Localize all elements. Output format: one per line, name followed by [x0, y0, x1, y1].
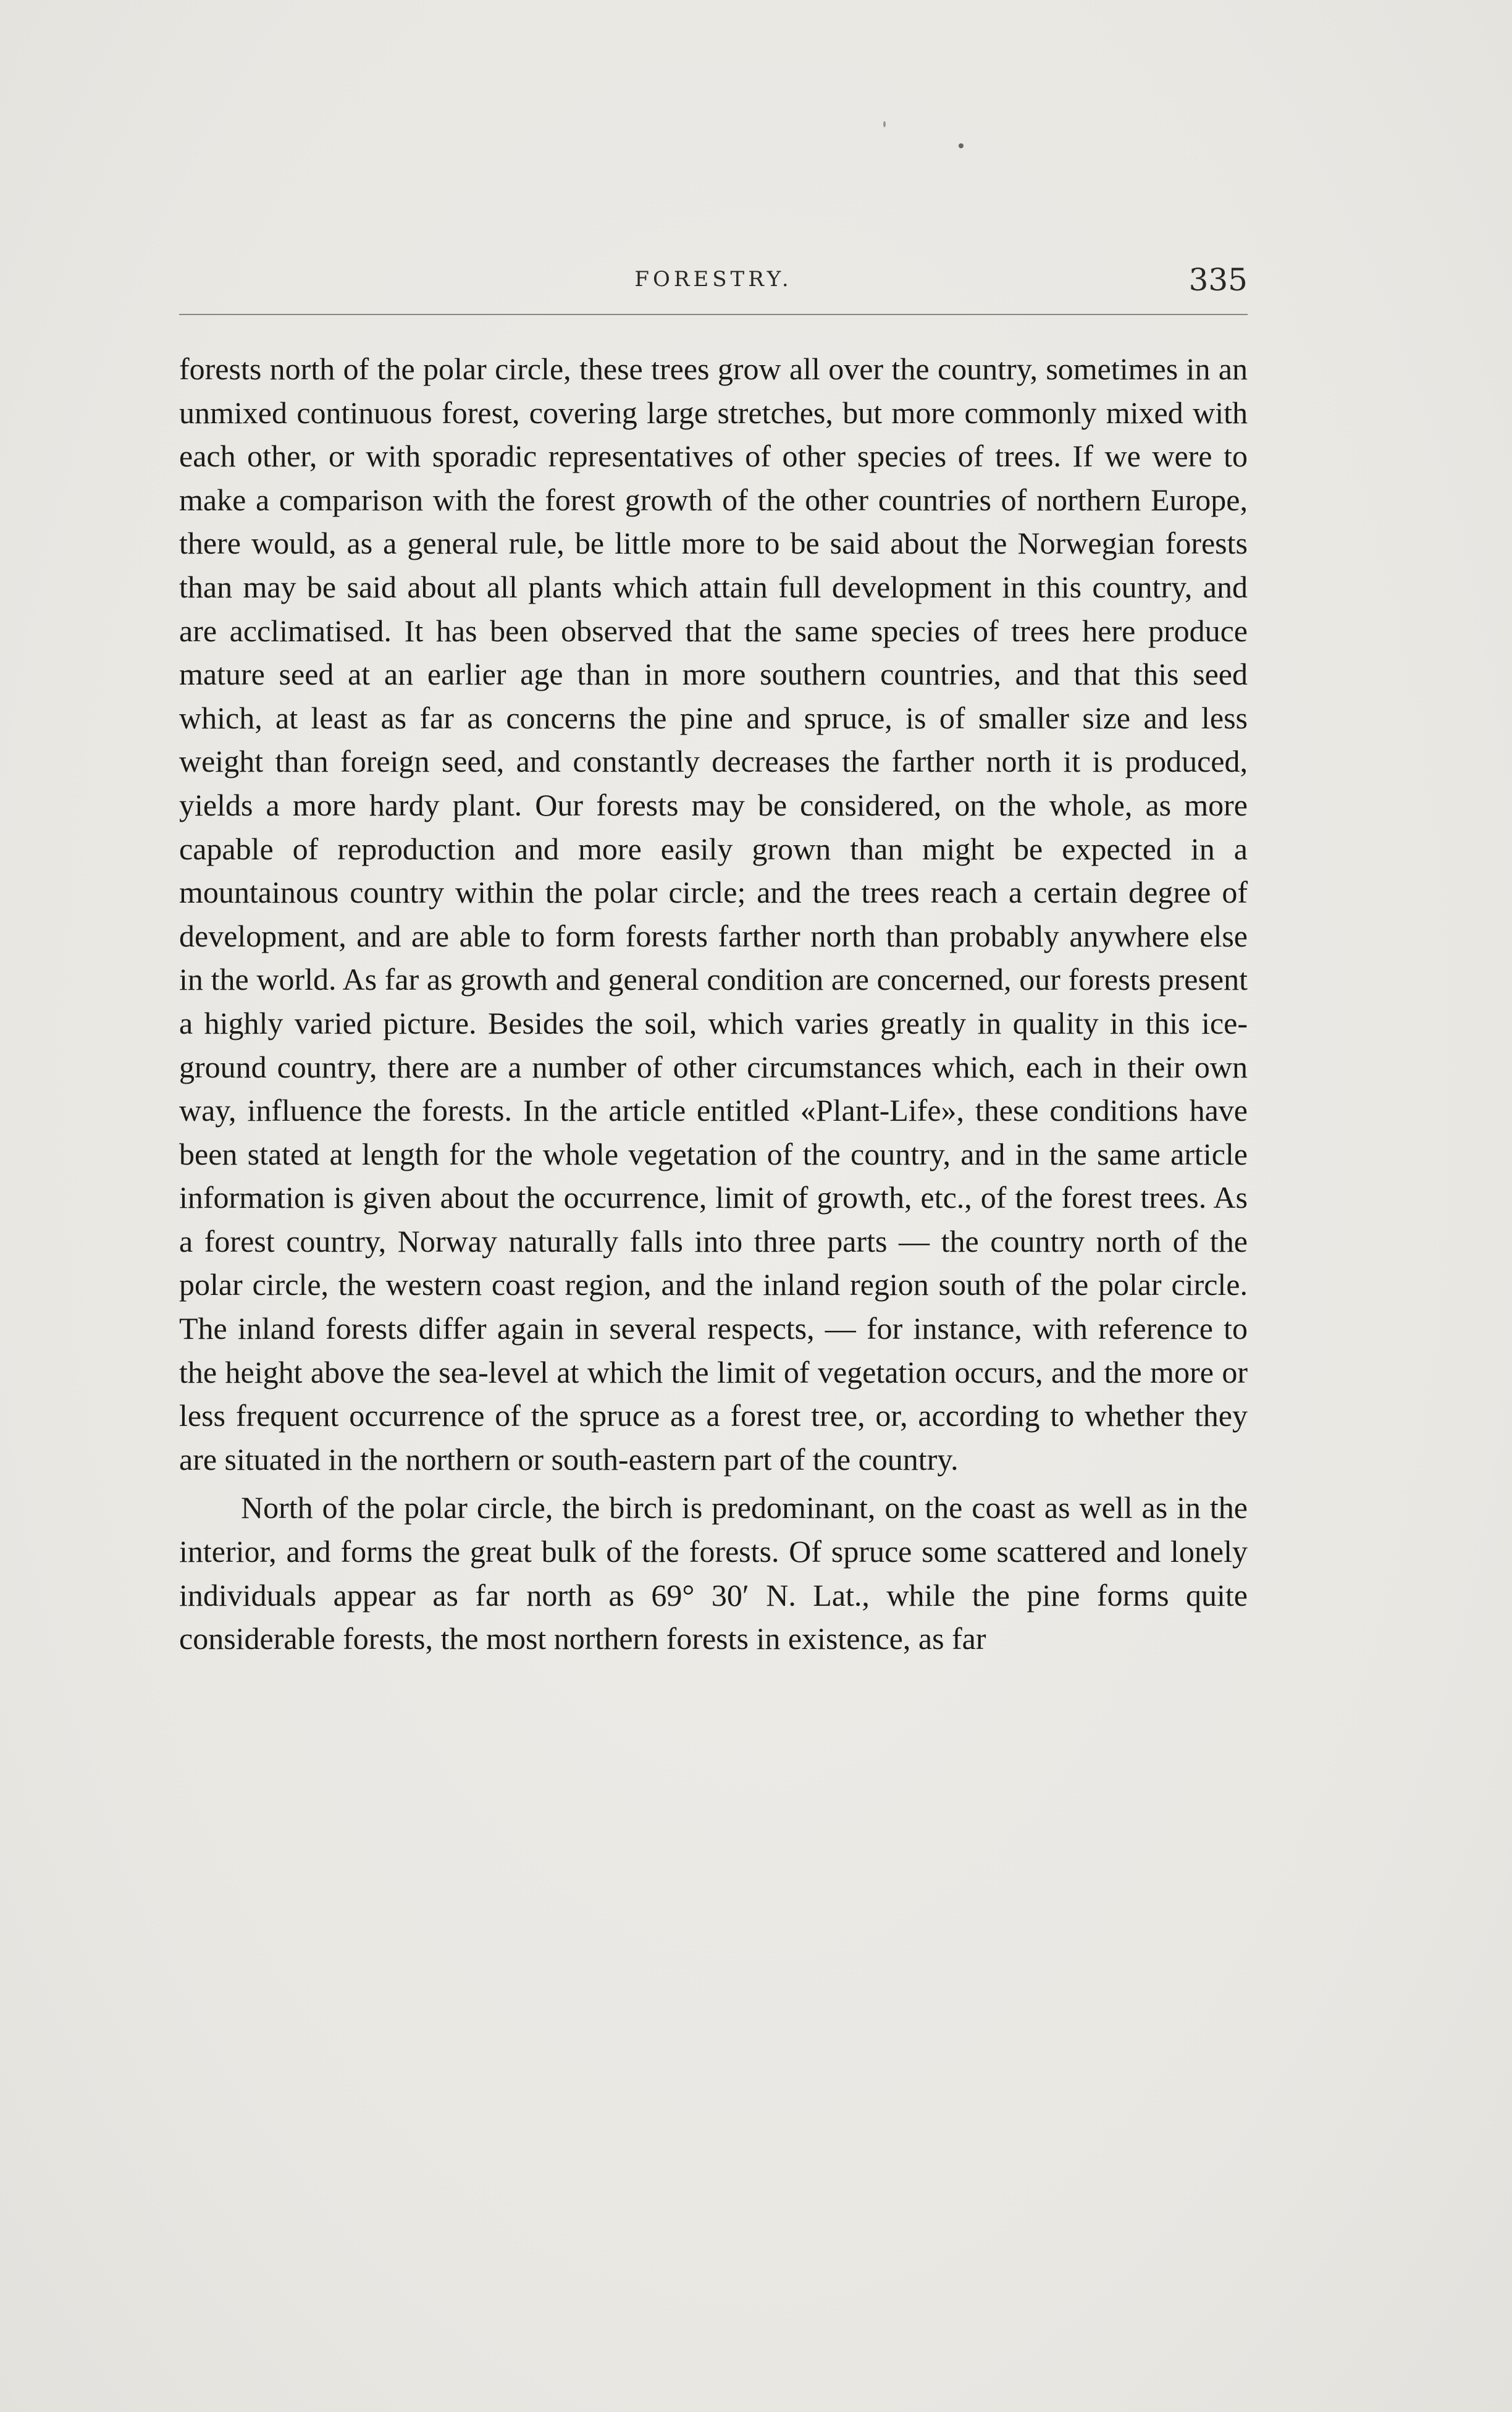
- paragraph-2: North of the polar circle, the birch is predominant, on the coast as well as in the interior, and forms the great bulk of the forests. Of spruce some scattered and lonely individuals appear as far north as 69° 30′ N. Lat., while the pine forms quite considerable forests, the most northern forests in existence, as far: [179, 1490, 1248, 1656]
- running-head: [179, 262, 1248, 310]
- header-rule: [179, 314, 1248, 315]
- running-title: FORESTRY.: [634, 267, 792, 292]
- page-number: 335: [1188, 262, 1248, 298]
- body-text: [179, 347, 1248, 1661]
- paper-speck: [883, 121, 886, 127]
- paper-speck: [959, 143, 964, 148]
- paragraph-1: forests north of the polar circle, these trees grow all over the country, sometimes in an unmixed continuous forest, covering large stretches, but more commonly mixed with each other, or with sporadic representatives of other species of trees. If we were to make a comparison with the forest growth of the other countries of northern Europe, there would, as a general rule, be little more to be said about the Norwegian forests than may be said about all plants which attain full development in this country, and are acclimatised. It has been observed that the same species of trees here produce mature seed at an earlier age than in more southern countries, and that this seed which, at least as far as concerns the pine and spruce, is of smaller size and less weight than foreign seed, and constantly decreases the farther north it is produced, yields a more hardy plant. Our forests may be considered, on the whole, as more capable of reproduction and more easily grown than might be expected in a mountainous country within the polar circle; and the trees reach a certain degree of development, and are able to form forests farther north than probably anywhere else in the world. As far as growth and general condition are concerned, our forests present a highly varied picture. Besides the soil, which varies greatly in quality in this ice-ground country, there are a number of other circumstances which, each in their own way, influence the forests. In the article entitled «Plant-Life», these conditions have been stated at length for the whole vegetation of the country, and in the same article information is given about the occurrence, limit of growth, etc., of the forest trees. As a forest country, Norway naturally falls into three parts — the country north of the polar circle, the western coast region, and the inland region south of the polar circle. The inland forests differ again in several respects, — for instance, with reference to the height above the sea-level at which the limit of vegetation occurs, and the more or less frequent occurrence of the spruce as a forest tree, or, according to whether they are situated in the northern or south-eastern part of the country.: [179, 352, 1248, 1477]
